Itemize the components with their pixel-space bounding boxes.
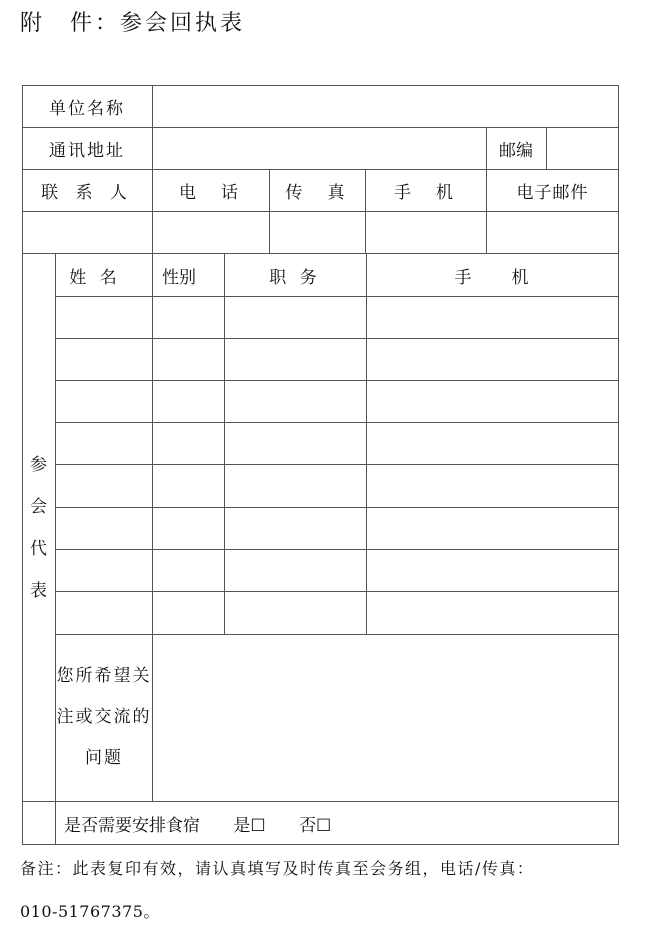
unit-name-label: 单位名称 [49, 98, 125, 119]
mobile-header: 手 机 [394, 182, 457, 203]
delegate-gender-header: 性别 [162, 267, 196, 288]
footer-phone: 010-51767375。 [20, 902, 160, 921]
delegate-row[interactable] [56, 339, 618, 380]
phone-field[interactable] [153, 212, 269, 253]
delegate-row[interactable] [56, 592, 618, 634]
address-label: 通讯地址 [49, 140, 125, 161]
fax-field[interactable] [270, 212, 365, 253]
postcode-field[interactable] [547, 128, 618, 169]
delegate-mobile-header: 手 机 [454, 267, 531, 288]
page-title: 附 件：参会回执表 [20, 11, 246, 36]
phone-header: 电 话 [179, 182, 242, 203]
fax-header: 传 真 [285, 182, 349, 203]
delegates-label-char: 表 [30, 581, 47, 601]
lodging-yes-option[interactable]: 是☐ [233, 816, 266, 836]
unit-name-field[interactable] [153, 86, 618, 127]
row-divider [22, 801, 619, 802]
delegates-label-char: 会 [30, 497, 47, 517]
contact-person-field[interactable] [23, 212, 152, 253]
delegate-row[interactable] [56, 508, 618, 549]
delegates-label-char: 参 [30, 455, 47, 475]
delegate-row[interactable] [56, 297, 618, 338]
postcode-label: 邮编 [499, 140, 533, 161]
lodging-no-option[interactable]: 否☐ [299, 816, 332, 836]
email-field[interactable] [487, 212, 618, 253]
footer-note: 备注：此表复印有效，请认真填写及时传真至会务组，电话/传真： [20, 859, 535, 878]
delegates-section-label [22, 444, 55, 612]
lodging-question: 是否需要安排食宿 [64, 816, 200, 836]
delegate-position-header: 职 务 [269, 267, 321, 288]
delegate-row[interactable] [56, 423, 618, 464]
topics-prompt: 您所希望关注或交流的问题 [56, 666, 152, 768]
mobile-field[interactable] [366, 212, 486, 253]
address-field[interactable] [153, 128, 486, 169]
delegates-label-char: 代 [30, 539, 47, 559]
delegate-name-header: 姓 名 [69, 267, 121, 288]
delegate-row[interactable] [56, 381, 618, 422]
delegate-row[interactable] [56, 465, 618, 507]
delegate-row[interactable] [56, 550, 618, 591]
topics-field[interactable] [153, 635, 618, 801]
contact-person-header: 联 系 人 [41, 182, 133, 203]
email-header: 电子邮件 [516, 182, 589, 203]
lodging-row [64, 811, 331, 836]
